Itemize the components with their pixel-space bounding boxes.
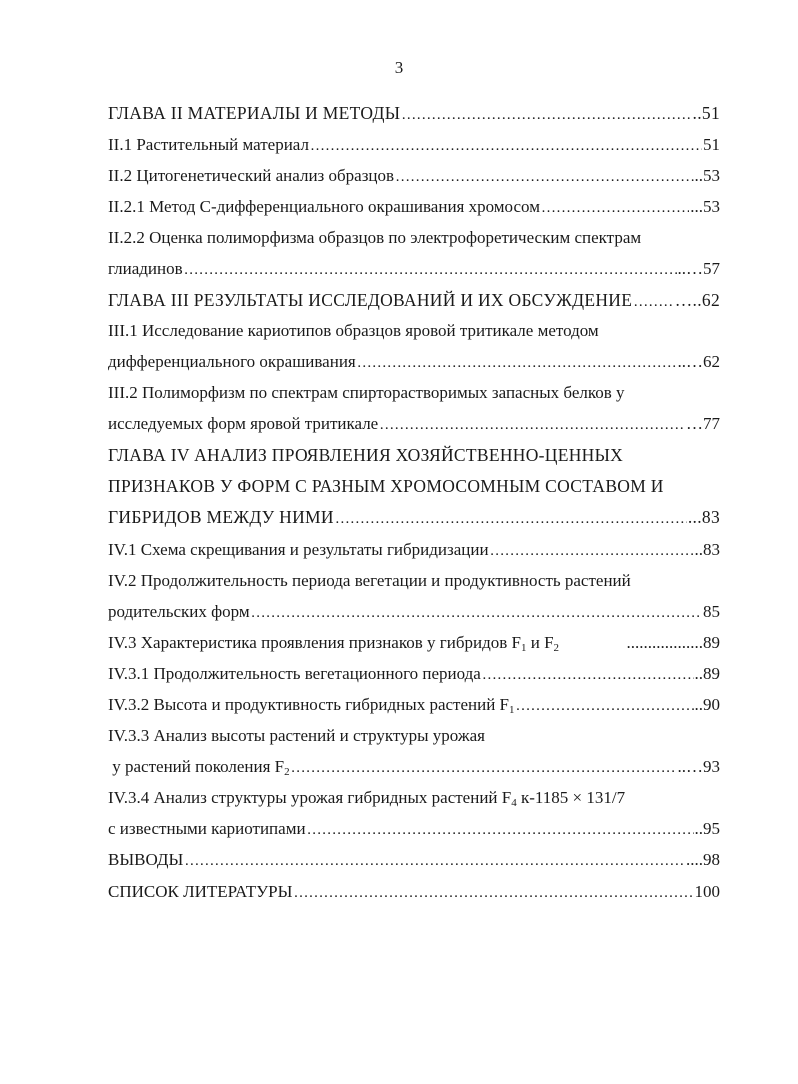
toc-entry [108, 662, 720, 686]
toc-leader-dots [516, 694, 694, 718]
toc-leader-dots [401, 103, 691, 127]
toc-entry [108, 505, 720, 529]
toc-entry-title: IV.3.3 Анализ высоты растений и структуры урожая [108, 726, 485, 745]
toc-entry [108, 164, 720, 188]
toc-entry-title: родительских форм [108, 602, 250, 621]
toc-entry-page: ..90 [694, 695, 720, 714]
toc-entry-title: IV.3.1 Продолжительность вегетационного периода [108, 664, 481, 683]
toc-entry-title: III.2 Полиморфизм по спектрам спирторастворимых запасных белков у [108, 383, 625, 402]
toc-entry-page: ..95 [694, 819, 720, 838]
toc-entry-page: …..62 [674, 290, 720, 310]
toc-entry [108, 381, 720, 405]
toc-entry-page: ..…93 [677, 757, 720, 776]
toc-entry [108, 880, 720, 904]
toc-entry [108, 538, 720, 562]
toc-leader-dots [293, 881, 693, 905]
toc-entry [108, 786, 720, 810]
toc-entry-page: ..51 [692, 103, 720, 123]
toc-entry-title: II.1 Растительный материал [108, 135, 309, 154]
toc-entry-page: ..…57 [677, 259, 720, 278]
toc-entry-title: ГЛАВА IV АНАЛИЗ ПРОЯВЛЕНИЯ ХОЗЯЙСТВЕННО-ЦЕННЫХ [108, 445, 624, 465]
toc-entry [108, 412, 720, 436]
toc-entry-page: …77 [686, 414, 720, 433]
toc-entry-page: ..89 [694, 664, 720, 683]
toc-leader-dots [184, 258, 677, 282]
toc-entry [108, 195, 720, 219]
toc-entry-title: у растений поколения $F_2$ [108, 757, 290, 778]
toc-leader-dots [310, 134, 702, 158]
toc-entry-page: ....98 [686, 850, 720, 869]
toc-entry [108, 443, 720, 467]
toc-entry-title: ГЛАВА II МАТЕРИАЛЫ И МЕТОДЫ [108, 103, 401, 123]
toc-leader-dots [541, 196, 689, 220]
toc-entry-title: ГЛАВА III РЕЗУЛЬТАТЫ ИССЛЕДОВАНИЙ И ИХ ОБСУЖДЕНИЕ [108, 290, 633, 310]
toc-entry-page: 51 [703, 135, 720, 154]
toc-entry [108, 693, 720, 717]
toc-leader-dots [395, 165, 693, 189]
toc-leader-dots [307, 818, 694, 842]
toc-entry [108, 600, 720, 624]
toc-entry [108, 319, 720, 343]
toc-entry-title: ГИБРИДОВ МЕЖДУ НИМИ [108, 507, 334, 527]
toc-entry-title: II.2.2 Оценка полиморфизма образцов по электрофоретическим спектрам [108, 228, 642, 247]
toc-entry-title: II.2 Цитогенетический анализ образцов [108, 166, 395, 185]
toc-leader-dots [379, 413, 685, 437]
toc-entry-page: 100 [694, 882, 720, 901]
toc-entry-page: ..…62 [677, 352, 720, 371]
toc-leader-dots [633, 290, 674, 314]
toc-leader-dots [251, 601, 702, 625]
toc-entry-page: ...53 [690, 197, 720, 216]
page-number: 3 [394, 58, 404, 77]
toc-leader-dots [357, 351, 677, 375]
toc-entry-title: IV.2 Продолжительность периода вегетации и продуктивность растений [108, 571, 631, 590]
toc-entry-page: 85 [703, 602, 720, 621]
toc-entry-title: исследуемых форм яровой тритикале [108, 414, 379, 433]
toc-entry [108, 817, 720, 841]
toc-entry-title: II.2.1 Метод С-дифференциального окрашивания хромосом [108, 197, 540, 216]
toc-entry [108, 257, 720, 281]
toc-leader-dots [490, 539, 694, 563]
toc-entry [108, 631, 720, 655]
toc-entry-page: ..................89 [626, 633, 720, 652]
toc-entry-page: ..83 [694, 540, 720, 559]
toc-entry [108, 226, 720, 250]
toc-entry-title: IV.3.4 Анализ структуры урожая гибридных растений $F_4$ к-1185 × 131/7 [108, 788, 626, 809]
toc-entry-title: дифференциального окрашивания [108, 352, 356, 371]
toc-entry-title: с известными кариотипами [108, 819, 306, 838]
toc-leader-dots [291, 756, 677, 780]
toc-entry [108, 350, 720, 374]
toc-entry-title: IV.3.2 Высота и продуктивность гибридных растений $F_1$ [108, 695, 515, 716]
toc-leader-dots [335, 507, 687, 531]
toc-entry-title: IV.1 Схема скрещивания и результаты гибридизации [108, 540, 489, 559]
toc-entry [108, 288, 720, 312]
toc-entry [108, 755, 720, 779]
toc-entry-page: ..53 [694, 166, 720, 185]
toc-leader-dots [482, 663, 694, 687]
toc-entry-title: IV.3 Характеристика проявления признаков у гибридов $F_1$ и $F_2$ [108, 633, 560, 654]
toc-entry-title: СПИСОК ЛИТЕРАТУРЫ [108, 882, 293, 901]
toc-entry [108, 133, 720, 157]
toc-entry [108, 724, 720, 748]
toc-entry [108, 474, 720, 498]
toc-entry [108, 848, 720, 872]
toc-entry-title: глиадинов [108, 259, 183, 278]
toc-entry-title: ПРИЗНАКОВ У ФОРМ С РАЗНЫМ ХРОМОСОМНЫМ СОСТАВОМ И [108, 476, 664, 496]
toc-entry-title: III.1 Исследование кариотипов образцов яровой тритикале методом [108, 321, 599, 340]
toc-entry-title: ВЫВОДЫ [108, 850, 184, 869]
toc-entry [108, 101, 720, 125]
toc-entry [108, 569, 720, 593]
toc-leader-dots [184, 849, 685, 873]
toc-entry-page: ...83 [687, 507, 720, 527]
